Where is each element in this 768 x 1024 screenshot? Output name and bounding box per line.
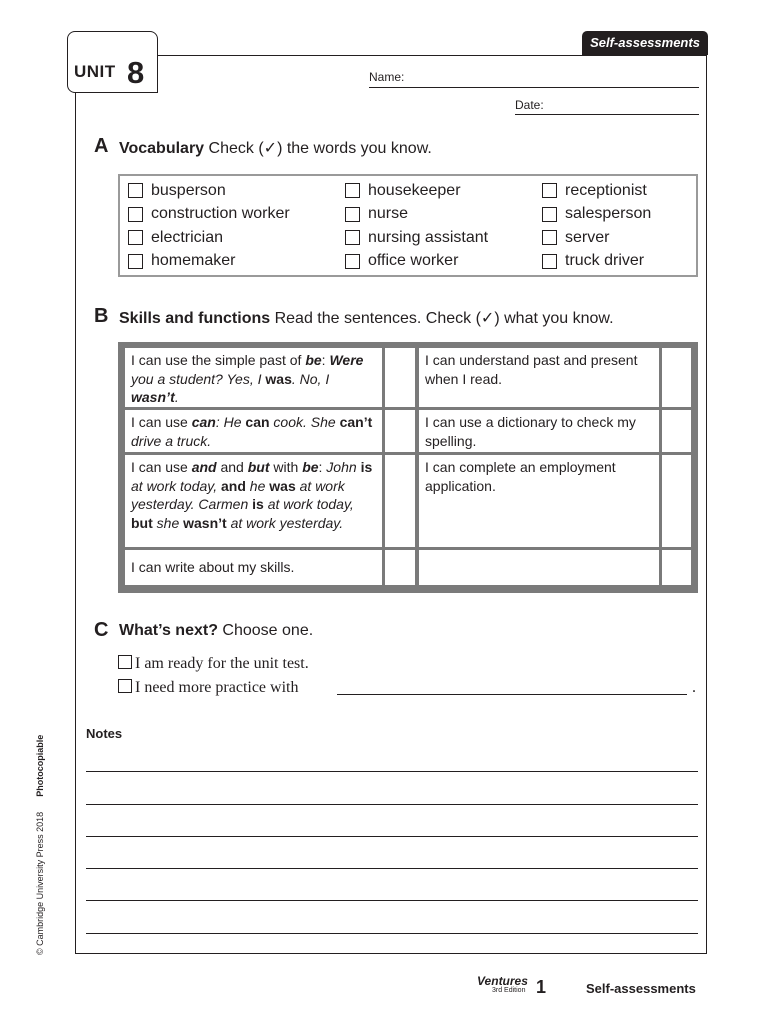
vocab-word: construction worker [151,205,290,223]
option-ready[interactable] [118,655,309,673]
photocopiable-label: Photocopiable [35,734,45,797]
checkbox[interactable] [542,183,557,198]
vocab-item[interactable] [542,179,651,203]
header-tab [582,31,708,55]
checkbox[interactable] [345,254,360,269]
copyright-notice [35,735,45,955]
skill-cell-3 [125,455,382,547]
vocab-item[interactable] [345,179,488,203]
vocab-word: receptionist [565,181,647,199]
skill-cell-2 [125,410,382,452]
section-c-heading [119,622,313,640]
edition-label: 3rd Edition [492,987,526,994]
section-c-instruction: Choose one. [222,622,314,639]
vocab-item[interactable] [345,203,488,227]
practice-write-in-line[interactable] [337,694,687,695]
vocab-item[interactable] [128,250,290,274]
option-practice-label: I need more practice with [135,679,299,696]
skill-cell-5 [419,348,659,407]
skill-check-box-8[interactable] [662,550,691,585]
checkbox[interactable] [128,183,143,198]
date-label: Date: [515,98,544,112]
skill-check-box-7[interactable] [662,455,691,547]
vocab-item[interactable] [128,203,290,227]
checkbox[interactable] [345,230,360,245]
vocab-word: nursing assistant [368,228,489,246]
vocab-column-3 [542,179,651,273]
vocab-item[interactable] [542,226,651,250]
skill-check-box-1[interactable] [385,348,415,407]
name-field[interactable] [369,87,699,88]
notes-line[interactable] [86,900,698,901]
skill-check-box-5[interactable] [662,348,691,407]
vocab-item[interactable] [542,250,651,274]
date-field[interactable] [515,114,699,115]
skill-check-box-6[interactable] [662,410,691,452]
vocab-word: busperson [151,181,226,199]
skill-check-box-2[interactable] [385,410,415,452]
notes-line[interactable] [86,771,698,772]
skill-check-box-3[interactable] [385,455,415,547]
vocab-item[interactable] [542,203,651,227]
section-a-heading [119,138,432,158]
notes-line[interactable] [86,933,698,934]
skill-cell-6 [419,410,659,452]
section-a-instruction: Check (✓) the words you know. [208,140,432,157]
unit-tab [67,31,158,93]
section-c-letter: C [94,619,109,641]
notes-line[interactable] [86,804,698,805]
section-b-title: Skills and functions [119,310,271,327]
vocab-word: homemaker [151,252,236,270]
checkbox[interactable] [542,207,557,222]
section-b-letter: B [94,305,109,327]
notes-line[interactable] [86,836,698,837]
notes-label: Notes [86,726,123,741]
vocab-item[interactable] [345,250,488,274]
vocab-item[interactable] [128,179,290,203]
copyright-text: © Cambridge University Press 2018 [35,811,45,955]
skill-text: I can use the simple past of be: Were you a student? Yes, I was. No, I wasn’t. [131,352,364,405]
notes-line[interactable] [86,868,698,869]
checkbox[interactable] [128,207,143,222]
checkbox[interactable] [345,183,360,198]
vocab-word: truck driver [565,252,645,270]
section-c-title: What’s next? [119,622,218,639]
skill-check-box-4[interactable] [385,550,415,585]
vocab-column-2 [345,179,488,273]
checkbox[interactable] [345,207,360,222]
option-practice[interactable] [118,679,298,697]
page-number: 1 [536,977,547,997]
checkbox[interactable] [118,655,132,669]
vocab-word: office worker [368,252,459,270]
skill-cell-1 [125,348,382,407]
vocab-item[interactable] [128,226,290,250]
skill-cell-8 [419,550,659,585]
skills-table [118,342,698,593]
skill-cell-7 [419,455,659,547]
unit-number: 8 [127,55,145,90]
skill-text: I can use and and but with be: John is at work today, and he was at work yesterday. Carmen is at work today, but she wasn’t at work yesterday. [131,459,373,531]
checkbox[interactable] [542,254,557,269]
checkbox[interactable] [118,679,132,693]
skill-text: I can complete an employment application. [425,459,616,494]
skill-cell-4 [125,550,382,585]
vocab-word: housekeeper [368,181,461,199]
vocabulary-box [118,174,698,277]
option-ready-label: I am ready for the unit test. [135,655,309,672]
skill-text: I can use a dictionary to check my spelling. [425,414,636,449]
section-a-title: Vocabulary [119,140,205,157]
skill-text: I can understand past and present when I read. [425,352,638,387]
checkbox[interactable] [128,254,143,269]
section-b-instruction: Read the sentences. Check (✓) what you know. [274,310,614,327]
checkbox[interactable] [542,230,557,245]
vocab-word: electrician [151,228,224,246]
name-label: Name: [369,70,405,84]
ventures-logo: Ventures [477,974,528,988]
checkbox[interactable] [128,230,143,245]
header-tab-label: Self-assessments [590,35,700,50]
top-rule [158,55,707,56]
footer-title: Self-assessments [586,981,696,996]
vocab-word: server [565,228,610,246]
section-a-letter: A [94,135,109,157]
practice-period: . [692,679,696,696]
section-b-heading [119,308,614,328]
vocab-word: salesperson [565,205,652,223]
unit-word: UNIT [74,62,116,81]
skill-text: I can write about my skills. [131,559,295,575]
vocab-word: nurse [368,205,409,223]
skill-text: I can use can: He can cook. She can’t drive a truck. [131,414,373,449]
vocab-item[interactable] [345,226,488,250]
vocab-column-1 [128,179,290,273]
